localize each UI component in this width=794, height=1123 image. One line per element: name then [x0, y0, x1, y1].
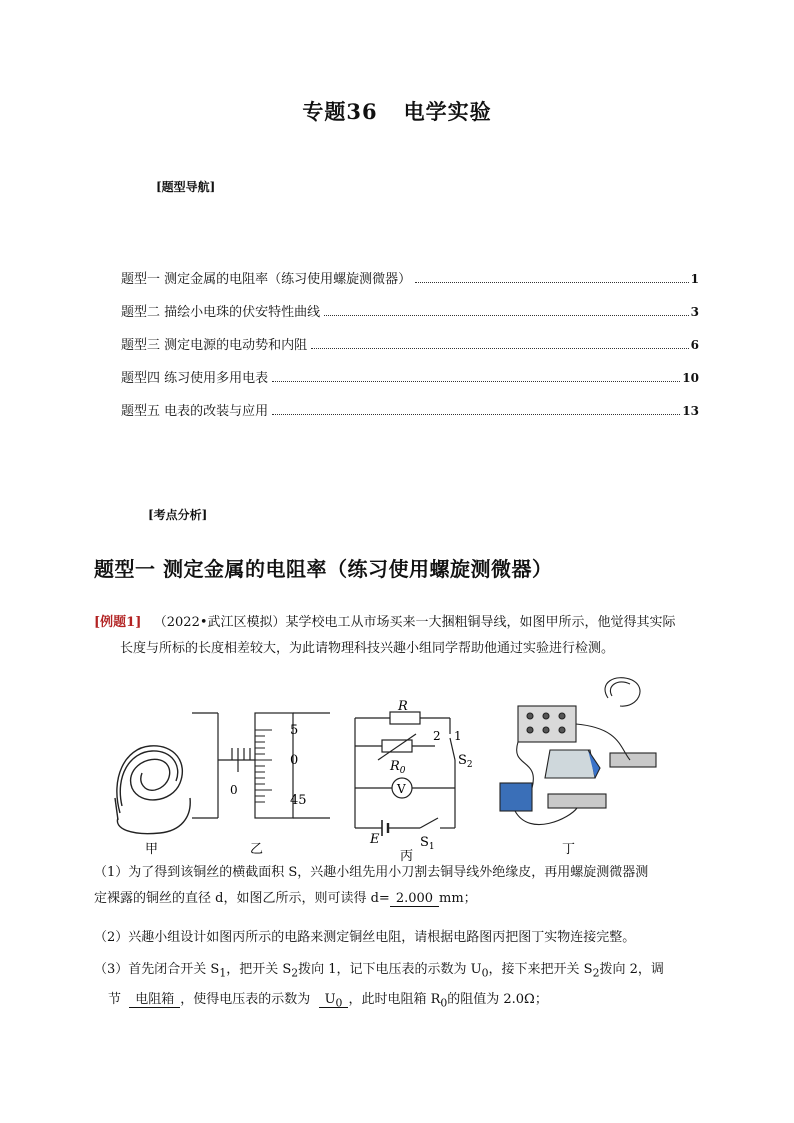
toc-item[interactable]: 题型四 练习使用多用电表 10	[121, 371, 699, 386]
circuit-pos-2: 2	[433, 729, 441, 743]
toc-item[interactable]: 题型一 测定金属的电阻率（练习使用螺旋测微器） 1	[121, 272, 699, 287]
section-heading: 题型一 测定金属的电阻率（练习使用螺旋测微器）	[94, 557, 553, 581]
analysis-heading: [考点分析]	[148, 508, 208, 522]
circuit-S1-label: $S_1$	[420, 835, 435, 852]
question-3: （3）首先闭合开关 $S_1$，把开关 $S_2$拨向 1，记下电压表的示数为 $U_0$，接下来把开关 $S_2$拨向 2，调 节 电阻箱 ，使得电压表的示数为 $U_0$ ，此时电阻箱 $R_0$的阻值为 2.0Ω；	[94, 962, 664, 1010]
title-sub: 电学实验	[403, 99, 492, 124]
circuit-E-label: E	[370, 832, 380, 847]
answer-resistance-box: 电阻箱	[129, 992, 180, 1008]
micrometer-sleeve-0: 0	[230, 783, 238, 797]
micrometer-tick-45: 45	[290, 793, 307, 808]
circuit-pos-1: 1	[454, 729, 462, 743]
page-title	[0, 96, 794, 126]
apparatus-drawing	[500, 678, 656, 825]
example-intro: [例题1] （2022•武江区模拟）某学校电工从市场买来一大捆粗铜导线，如图甲所示，他觉得其实际 长度与所标的长度相差较大，为此请物理科技兴趣小组同学帮助他通过实验进行检测。	[94, 615, 676, 656]
experiment-figure	[100, 668, 680, 868]
micrometer-drawing	[192, 713, 330, 818]
circuit-S2-label: $S_2$	[458, 753, 473, 770]
toc-item[interactable]: 题型二 描绘小电珠的伏安特性曲线 3	[121, 305, 699, 320]
label-bing: 丙	[400, 849, 414, 864]
circuit-R0-label: $R_0$	[390, 759, 406, 776]
nav-heading: [题型导航]	[156, 180, 216, 194]
circuit-voltmeter-label: V	[397, 782, 406, 796]
micrometer-tick-5: 5	[290, 723, 299, 738]
question-2: （2）兴趣小组设计如图丙所示的电路来测定铜丝电阻，请根据电路图丙把图丁实物连接完整。	[94, 930, 636, 945]
toc-item[interactable]: 题型三 测定电源的电动势和内阻 6	[121, 338, 699, 353]
circuit-R-label: R	[398, 699, 408, 714]
label-jia: 甲	[145, 842, 159, 857]
wire-coil-drawing	[115, 746, 190, 834]
label-ding: 丁	[562, 842, 576, 857]
title-main: 专题36	[302, 99, 378, 124]
answer-diameter: 2.000	[390, 891, 439, 907]
micrometer-tick-0: 0	[290, 753, 299, 768]
example-tag: [例题1]	[94, 615, 142, 630]
answer-voltage: $U_0$	[319, 992, 349, 1008]
label-yi: 乙	[250, 842, 264, 857]
table-of-contents	[121, 268, 699, 433]
toc-item[interactable]: 题型五 电表的改装与应用 13	[121, 404, 699, 419]
question-1: （1）为了得到该铜丝的横截面积 S，兴趣小组先用小刀割去铜导线外绝缘皮，再用螺旋测微器测 定裸露的铜丝的直径 d，如图乙所示，则可读得 d= 2.000 mm；	[94, 865, 649, 906]
